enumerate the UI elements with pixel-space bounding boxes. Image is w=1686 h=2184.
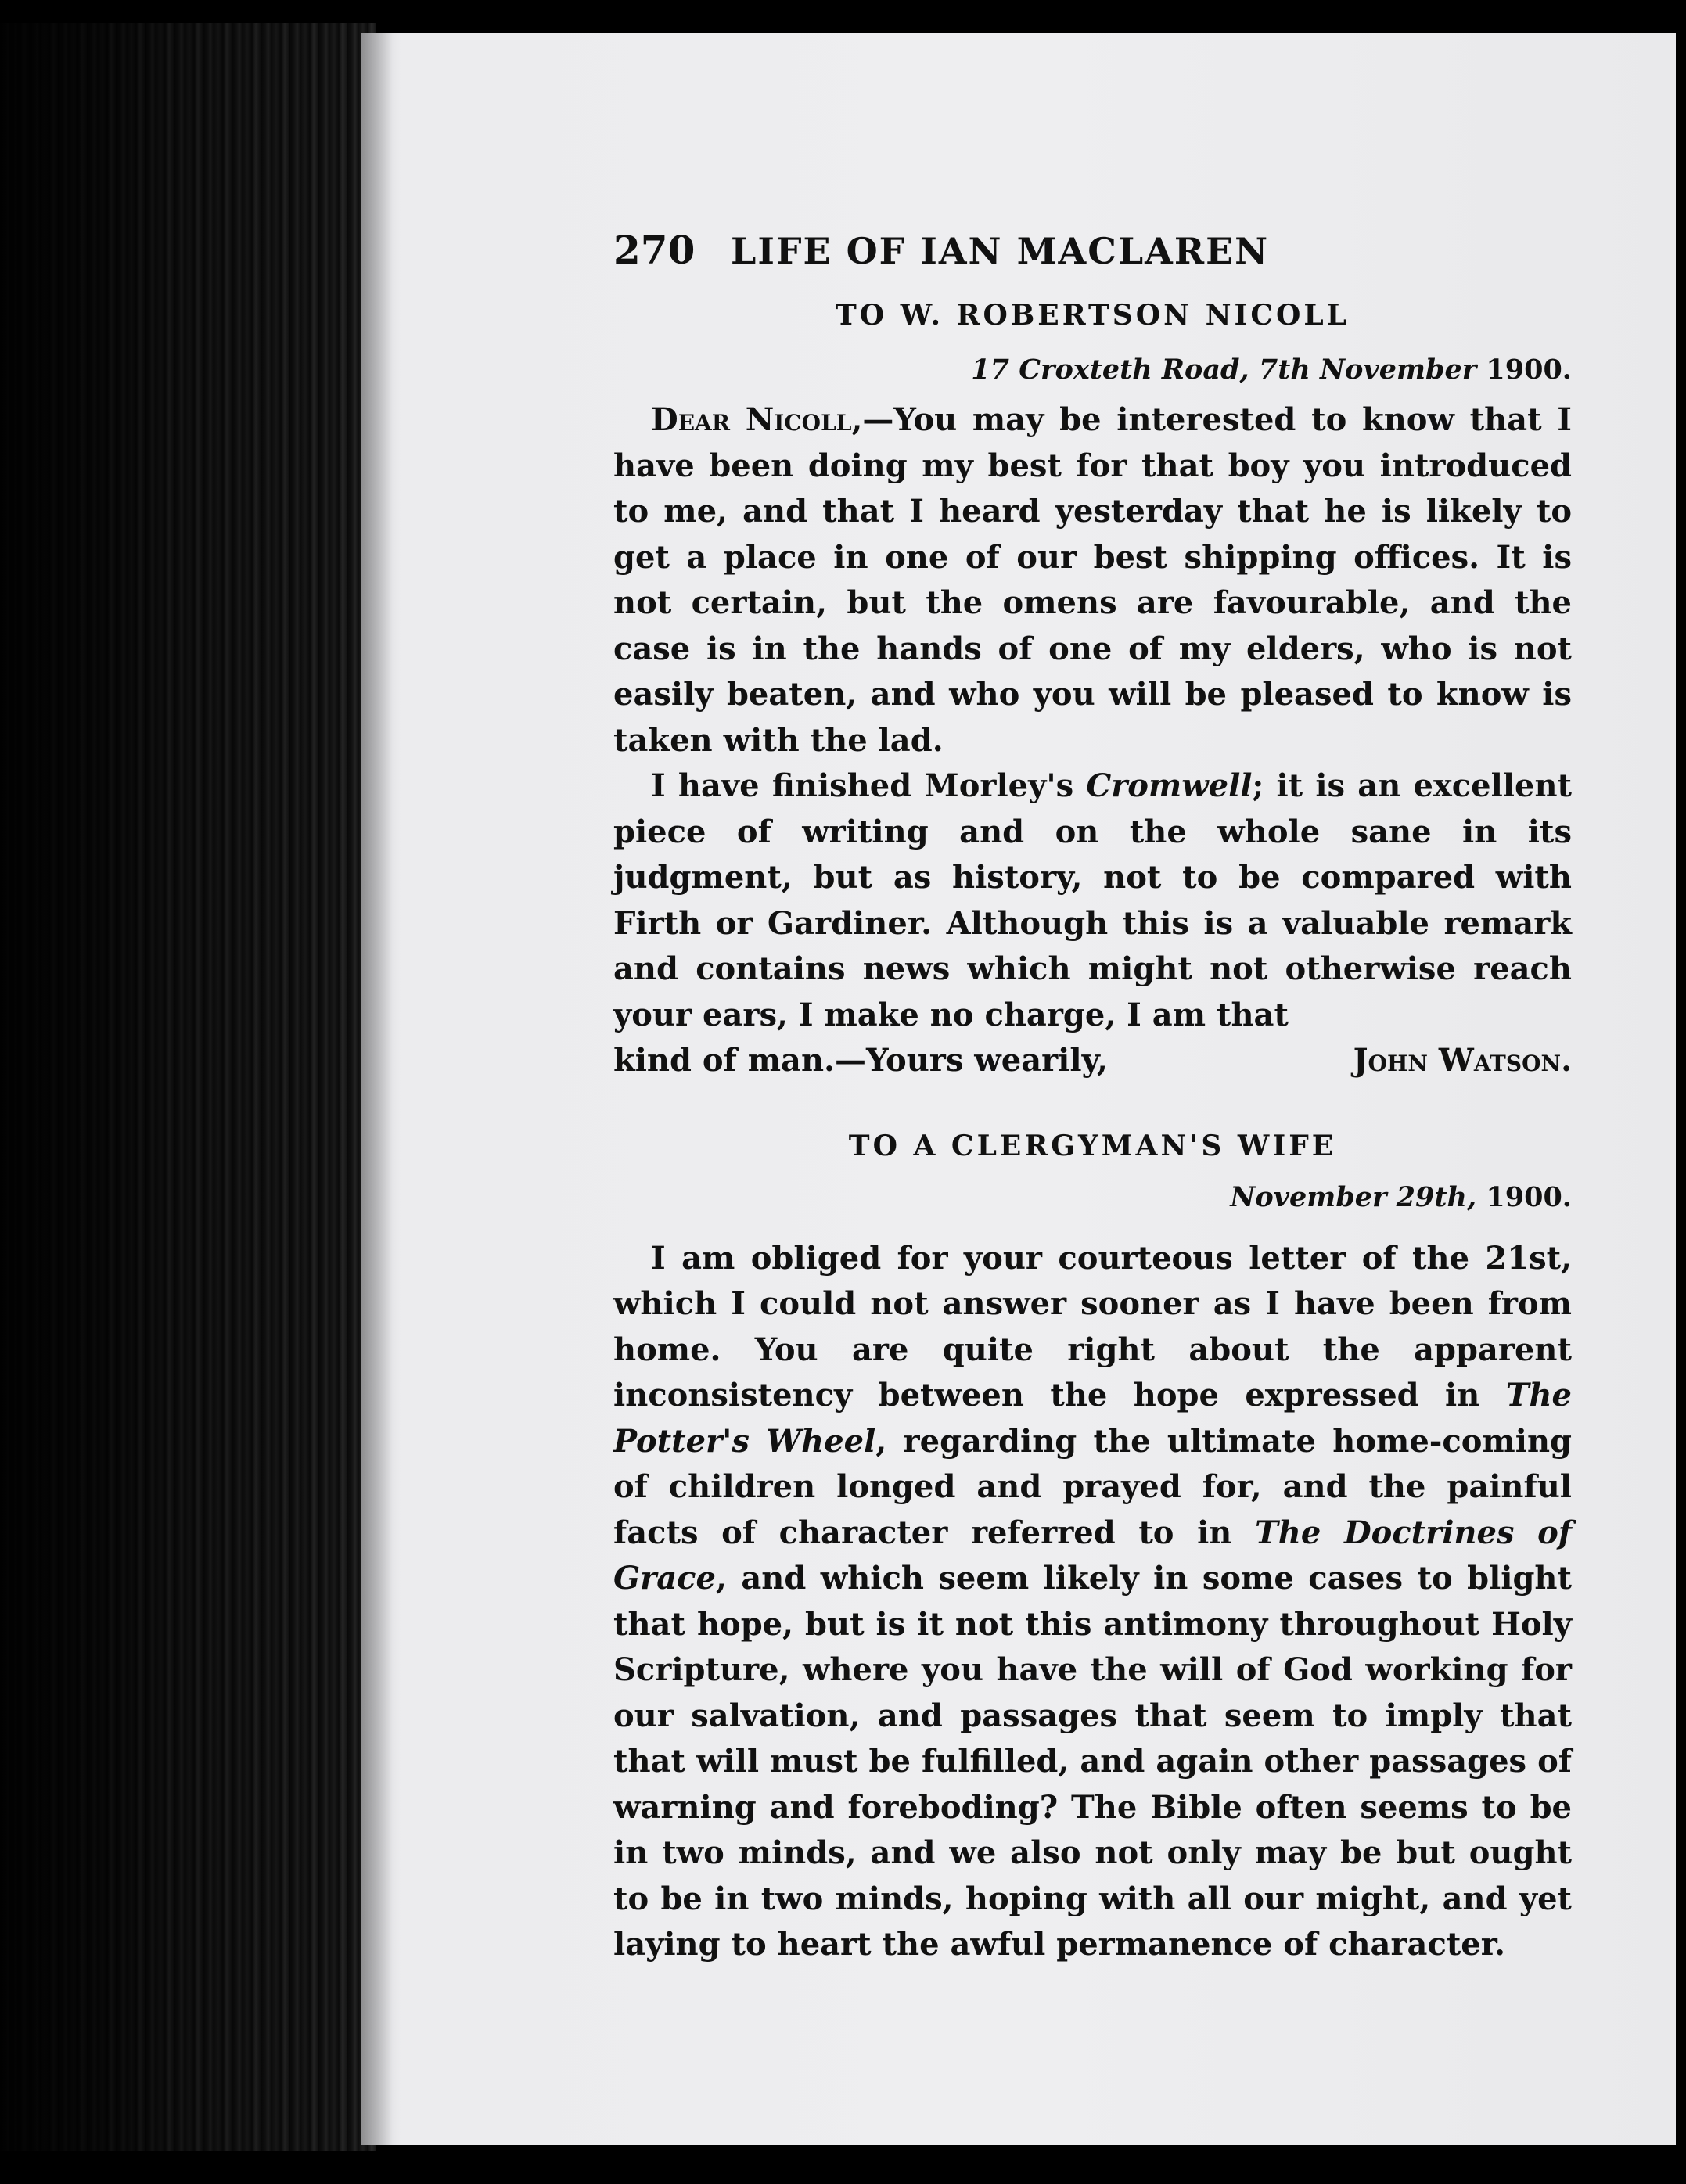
dateline-day: 7th November: [1258, 354, 1477, 386]
book-spine-edge: [0, 23, 376, 2151]
salutation: Dear Nicoll,: [651, 401, 863, 438]
letter-dateline-clergyman-wife: [613, 1181, 1572, 1225]
closing-line: [613, 1038, 1572, 1084]
dateline-day: November 29th,: [1230, 1180, 1477, 1213]
book-title-italic: The Potter's Wheel: [613, 1377, 1572, 1460]
letter-paragraph: [613, 763, 1572, 1038]
page-text: [613, 227, 1572, 1968]
closing: kind of man.—Yours wearily,: [613, 1042, 1108, 1079]
paragraph-text: —You may be interested to know that I have been doing my best for that boy you introduced to me, and that I heard yesterday that he is likely to get a place in one of our best shipping offices. It is not certain, but the omens are favourable, and the case is in the hands of one of my elders, who is not easily beaten, and who you will be pleased to know is taken with the lad.: [613, 401, 1572, 759]
paragraph-text: , and which seem likely in some cases to blight that hope, but is it not this antimony throughout Holy Scripture, where you have the will of God working for our salvation, and passages that seem to imply that that will must be fulfilled, and again other passages of warning and foreboding? The Bible often seems to be in two minds, and we also not only may be but ought to be in two minds, hoping with all our might, and yet laying to heart the awful permanence of character.: [613, 1560, 1572, 1963]
dateline-year: 1900.: [1486, 1180, 1572, 1213]
book-title-italic: Cromwell: [1086, 767, 1253, 804]
dateline-address: 17 Croxteth Road,: [971, 354, 1249, 386]
dateline-year: 1900.: [1486, 354, 1572, 386]
running-head: [613, 227, 1572, 282]
paragraph-text: , regarding the ultimate home-coming of children longed and prayed for, and the painful facts of character referred to in: [613, 1422, 1572, 1551]
letter-dateline-nicoll: [613, 354, 1572, 397]
letter-heading-nicoll: TO W. ROBERTSON NICOLL: [836, 299, 1350, 332]
paragraph-text: I am obliged for your courteous letter of the 21st, which I could not answer sooner as I have been from home. You are quite right about the apparent inconsistency between the hope expressed in: [613, 1239, 1572, 1413]
page-number: 270: [613, 227, 696, 273]
book-title-italic: The Doctrines of Grace: [613, 1514, 1572, 1597]
paragraph-text: I have finished Morley's: [651, 767, 1087, 804]
letter-heading-clergyman-wife: TO A CLERGYMAN'S WIFE: [848, 1129, 1337, 1162]
signature: John Watson.: [1353, 1042, 1572, 1079]
running-title: LIFE OF IAN MACLAREN: [731, 230, 1270, 272]
letter-paragraph: [613, 397, 1572, 763]
paragraph-text: ; it is an excellent piece of writing and on the whole sane in its judgment, but as history, not to be compared with Firth or Gardiner. Although this is a valuable remark and contains news which might not otherwise reach your ears, I make no charge, I am that: [613, 767, 1572, 1033]
letter-paragraph: [613, 1236, 1572, 1968]
book-page: [361, 33, 1676, 2145]
